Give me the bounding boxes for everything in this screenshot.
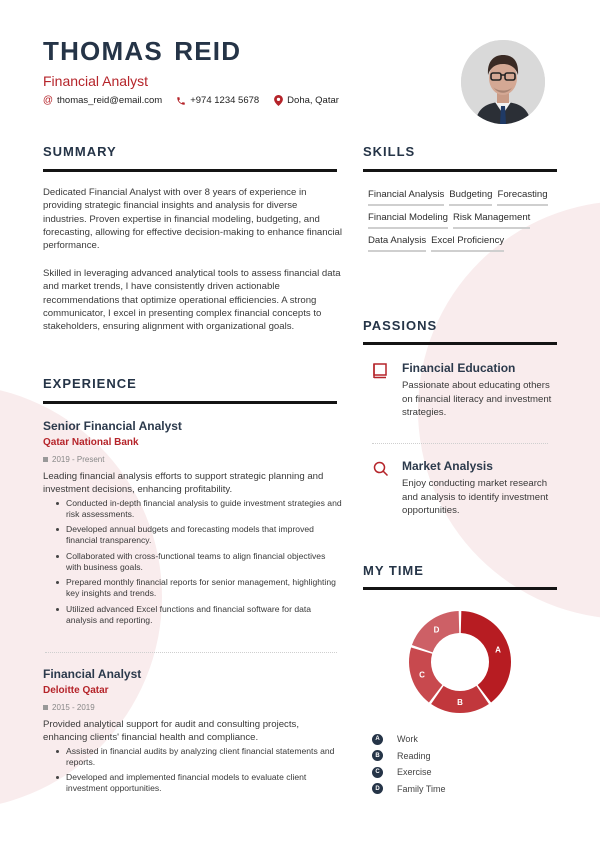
skill-tag: Risk Management — [453, 212, 530, 229]
job-dates-text: 2019 - Present — [52, 455, 105, 464]
passion-separator — [372, 443, 548, 444]
skill-tag: Financial Modeling — [368, 212, 448, 229]
job-company: Qatar National Bank — [43, 437, 139, 448]
passions-divider — [363, 342, 557, 345]
skill-tag: Financial Analysis — [368, 189, 444, 206]
my-time-divider — [363, 587, 557, 590]
job-bullets — [43, 746, 343, 794]
donut-label: B — [457, 698, 463, 707]
summary-divider — [43, 169, 337, 172]
chart-legend — [372, 731, 446, 797]
job-summary: Provided analytical support for audit and consulting projects, enhancing clients' financial health and compliance. — [43, 719, 299, 743]
donut-label: A — [495, 645, 501, 655]
legend-label: Work — [397, 734, 418, 745]
job-bullet: Assisted in financial audits by analyzing client financial statements and reports. — [53, 746, 343, 768]
legend-item — [372, 764, 446, 781]
contact-row — [43, 95, 339, 106]
job-bullet: Developed annual budgets and forecasting models that improved financial transparency. — [53, 524, 343, 546]
job-bullet: Conducted in-depth financial analysis to guide investment strategies and risk assessments. — [53, 498, 343, 520]
experience-heading: EXPERIENCE — [43, 376, 137, 391]
job-summary: Leading financial analysis efforts to support strategic planning and investment decisions, enhancing profitability. — [43, 471, 324, 495]
book-icon — [373, 363, 389, 379]
legend-label: Exercise — [397, 767, 432, 778]
legend-label: Reading — [397, 750, 431, 761]
skills-heading: SKILLS — [363, 144, 416, 159]
job-dates — [43, 703, 343, 712]
job-role: Senior Financial Analyst — [43, 419, 182, 433]
job-company: Deloitte Qatar — [43, 685, 109, 696]
passion-description: Passionate about educating others on financial literacy and investment strategies. — [402, 380, 552, 418]
phone-text: +974 1234 5678 — [190, 95, 260, 106]
candidate-name: THOMAS REID — [43, 36, 242, 66]
legend-marker: C — [372, 767, 383, 778]
summary-paragraph-2: Skilled in leveraging advanced analytical tools to assess financial data and market trends, I have consistently driven actionable recommendations that optimize operational efficiencies. A strong communicator, I excel in presenting complex financial concepts to stakeholders, ensuring alignment with organizational goals. — [43, 268, 341, 333]
experience-divider — [43, 401, 337, 404]
my-time-heading: MY TIME — [363, 563, 424, 578]
skill-tag: Forecasting — [497, 189, 547, 206]
passion-title: Market Analysis — [402, 459, 493, 473]
candidate-title: Financial Analyst — [43, 73, 149, 89]
donut-label: D — [433, 625, 440, 635]
job-dates-text: 2015 - 2019 — [52, 703, 95, 712]
job-bullet: Utilized advanced Excel functions and financial software for data analysis and reporting. — [53, 604, 343, 626]
job-separator — [45, 652, 337, 653]
skill-tag: Data Analysis — [368, 235, 426, 252]
job-role: Financial Analyst — [43, 667, 142, 681]
search-icon — [373, 461, 389, 477]
location-pin-icon — [273, 95, 283, 106]
legend-marker: B — [372, 750, 383, 761]
summary-paragraph-1: Dedicated Financial Analyst with over 8 years of experience in providing strategic financial insights and analysis for diverse industries. Proven expertise in financial modeling, budgeting, and forecasting, allowing for effective decision-making to enhance financial performance. — [43, 187, 342, 252]
job-entry — [43, 667, 343, 799]
skill-tag: Budgeting — [449, 189, 492, 206]
contact-email[interactable] — [43, 95, 162, 106]
legend-item — [372, 781, 446, 798]
legend-label: Family Time — [397, 783, 446, 794]
legend-marker: D — [372, 783, 383, 794]
job-bullet: Prepared monthly financial reports for senior management, highlighting key insights and trends. — [53, 577, 343, 599]
legend-item — [372, 748, 446, 765]
summary-heading: SUMMARY — [43, 144, 117, 159]
job-bullet: Collaborated with cross-functional teams to align financial objectives with business goals. — [53, 551, 343, 573]
donut-segment-a — [461, 611, 511, 702]
job-bullet: Developed and implemented financial models to evaluate client investment opportunities. — [53, 772, 343, 794]
location-text: Doha, Qatar — [287, 95, 339, 106]
passion-description: Enjoy conducting market research and analysis to identify investment opportunities. — [402, 478, 549, 516]
donut-segment-c — [409, 648, 442, 703]
passions-heading: PASSIONS — [363, 318, 438, 333]
at-icon: @ — [42, 95, 54, 106]
calendar-icon — [43, 705, 48, 710]
skills-list — [368, 189, 558, 252]
contact-location — [273, 95, 339, 106]
job-entry — [43, 419, 343, 630]
skills-divider — [363, 169, 557, 172]
skill-tag: Excel Proficiency — [431, 235, 504, 252]
passion-title: Financial Education — [402, 361, 516, 375]
email-text: thomas_reid@email.com — [57, 95, 163, 106]
phone-icon — [176, 96, 186, 106]
time-donut-chart — [405, 607, 515, 717]
job-dates — [43, 455, 343, 464]
calendar-icon — [43, 457, 48, 462]
job-bullets — [43, 498, 343, 626]
profile-photo — [461, 40, 545, 124]
legend-item — [372, 731, 446, 748]
donut-label: C — [419, 670, 425, 680]
person-portrait-icon — [461, 40, 545, 124]
legend-marker: A — [372, 734, 383, 745]
contact-phone[interactable] — [176, 95, 259, 106]
